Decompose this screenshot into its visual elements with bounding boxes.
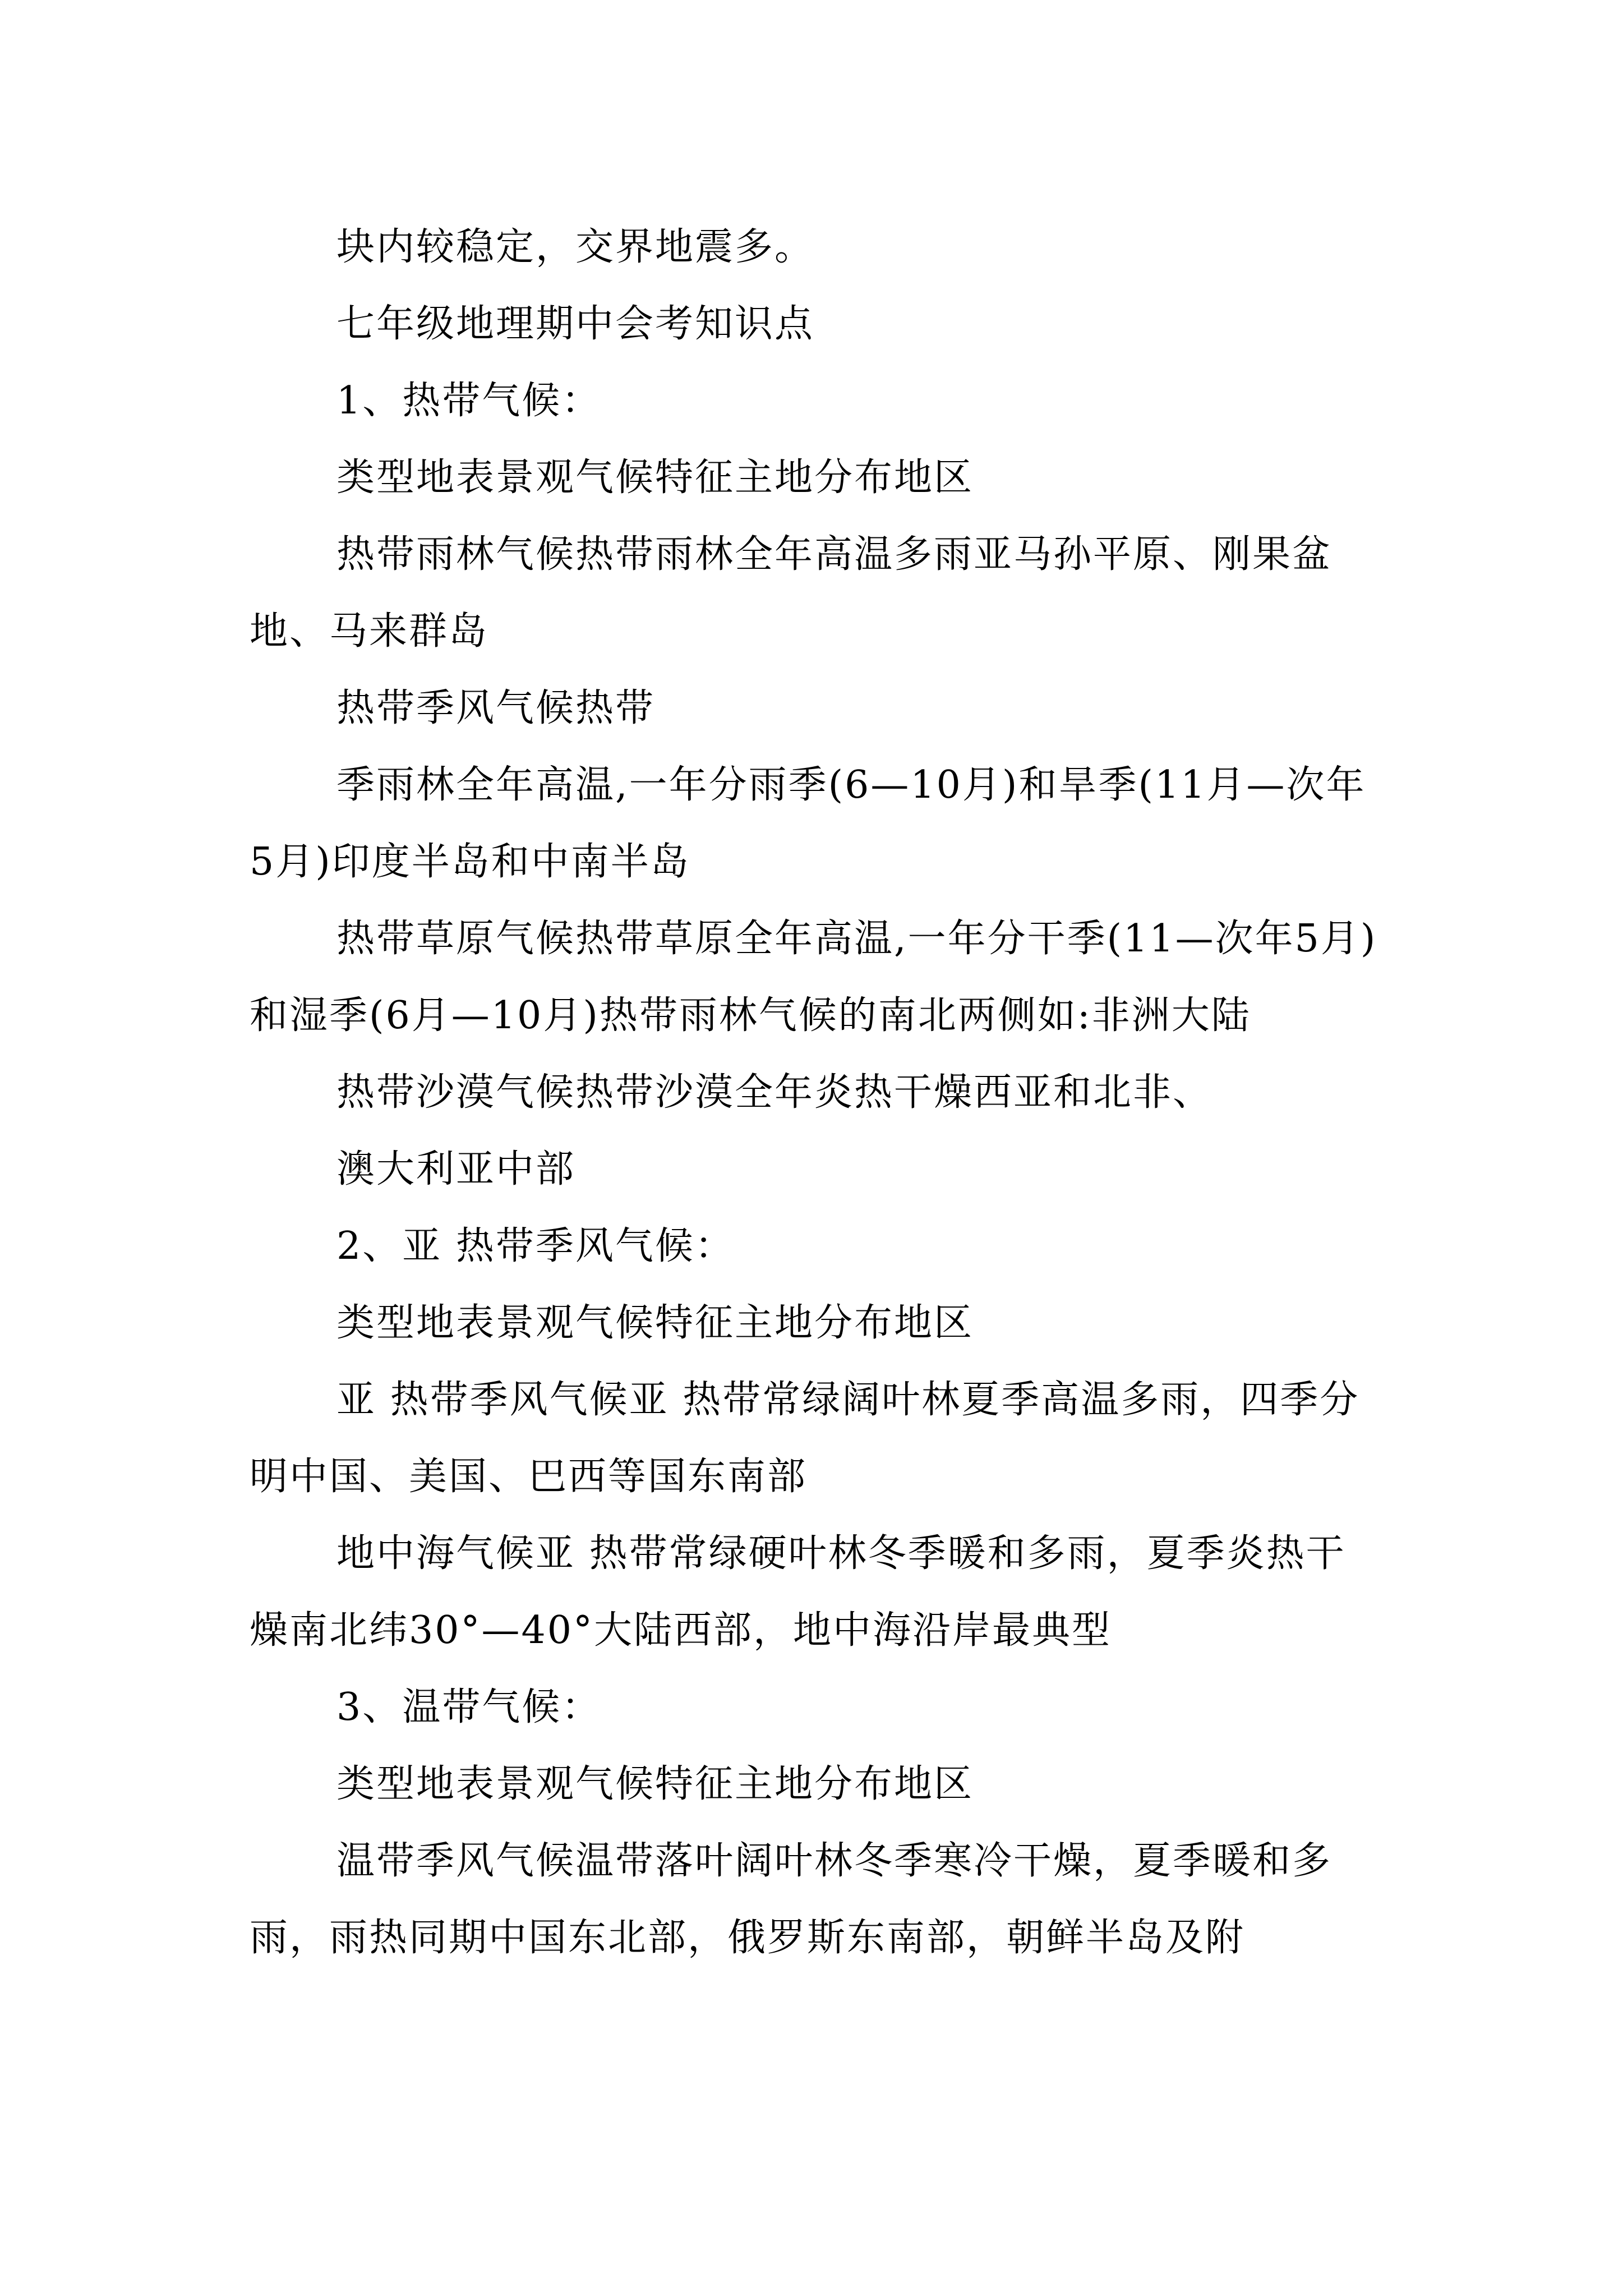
section-heading: 七年级地理期中会考知识点 xyxy=(336,302,815,346)
subsection-heading: 1、热带气候： xyxy=(336,379,602,423)
paragraph: 季雨林全年高温,一年分雨季(6—10月)和旱季(11月—次年5月)印度半岛和中南半岛 xyxy=(250,763,1366,884)
table-header-row: 类型地表景观气候特征主地分布地区 xyxy=(336,455,974,500)
paragraph: 澳大利亚中部 xyxy=(336,1147,576,1191)
table-header-row: 类型地表景观气候特征主地分布地区 xyxy=(336,1301,974,1345)
subsection-heading: 2、亚 热带季风气候： xyxy=(336,1224,735,1268)
paragraph: 亚 热带季风气候亚 热带常绿阔叶林夏季高温多雨，四季分明中国、美国、巴西等国东南部 xyxy=(250,1378,1360,1499)
paragraph: 热带季风气候热带 xyxy=(336,686,656,730)
document-body xyxy=(250,209,1380,1976)
paragraph: 块内较稳定，交界地震多。 xyxy=(336,225,815,269)
paragraph: 热带沙漠气候热带沙漠全年炎热干燥西亚和北非、 xyxy=(336,1070,1213,1115)
paragraph: 热带草原气候热带草原全年高温,一年分干季(11—次年5月)和湿季(6月—10月)热带雨林气候的南北两侧如:非洲大陆 xyxy=(250,917,1377,1038)
subsection-heading: 3、温带气候： xyxy=(336,1685,602,1729)
paragraph: 地中海气候亚 热带常绿硬叶林冬季暖和多雨，夏季炎热干燥南北纬30°—40°大陆西部，地中海沿岸最典型 xyxy=(250,1531,1346,1653)
table-header-row: 类型地表景观气候特征主地分布地区 xyxy=(336,1762,974,1806)
paragraph: 温带季风气候温带落叶阔叶林冬季寒冷干燥，夏季暖和多雨，雨热同期中国东北部，俄罗斯东南部，朝鲜半岛及附 xyxy=(250,1839,1332,1960)
paragraph: 热带雨林气候热带雨林全年高温多雨亚马孙平原、刚果盆地、马来群岛 xyxy=(250,532,1332,654)
